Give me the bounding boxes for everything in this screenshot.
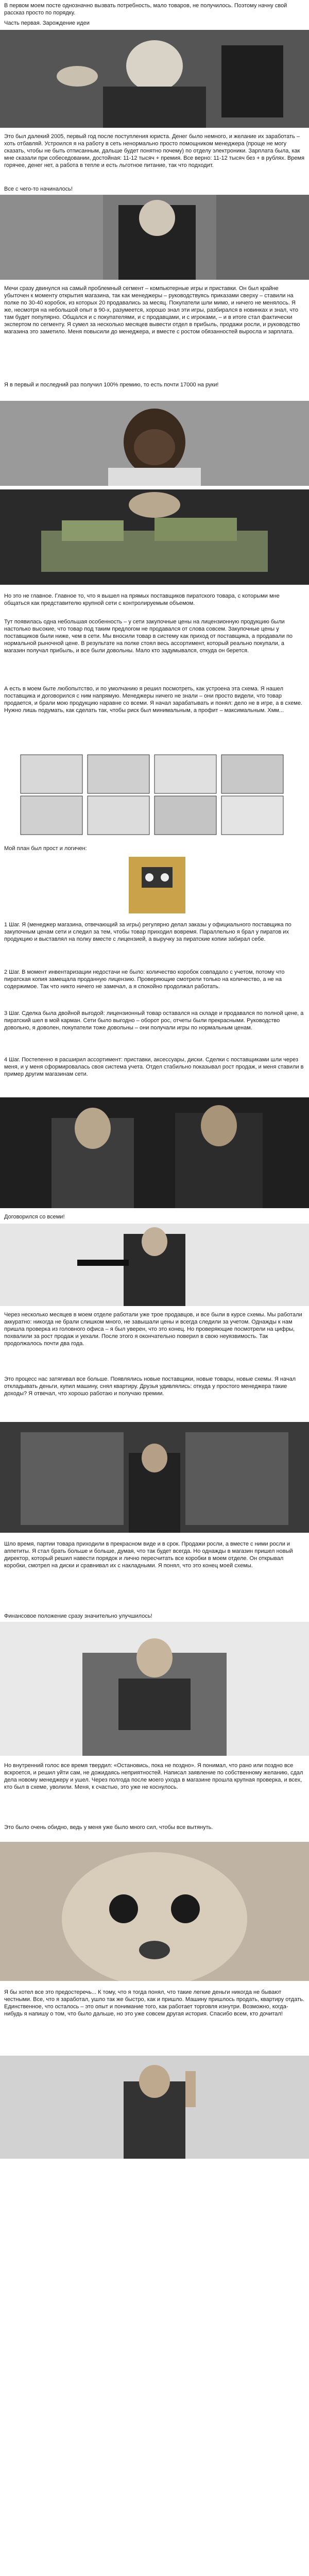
paragraph-games-segment: Мечи сразу двинулся на самый проблемный сегмент – компьютерные игры и приставки. Он был крайне убыточен к моменту открытия магазина, так как менеджеры – руководствуясь приказами сверху – ставили на полке по 30-40 коробок, из которых 20 продавались за месяц. Покупатели шли мимо, и ничего не менялось. Я же, несмотря на небольшой опыт в 90-х, разумеется, хорошо знал эти игры, разбирался в новинках и знал, что там будет популярно. Общался и с покупателями, и с продавцами, и с игроками, – и в итоге стал фактически экспертом по сегменту. Я сумел за несколько месяцев вывести отдел в прибыль, продажи росли, и руководство магазина это заметило. Меня повысили до менеджера, и вместе с ростом обязанностей выросла и зарплата. [4,285,302,335]
paragraph-team: Через несколько месяцев в моем отделе работали уже трое продавцов, и все были в курсе схемы. Мы работали аккуратно: никогда не брали слишком много, не завышали цены и всегда следили за учетом. Однажды к нам пришла проверка из головного офиса – я был уверен, что это конец. Но проверяющие посмотрели на цифры, похвалили за рост продаж и уехали. После этого я окончательно поверил в свою неуязвимость. Так продолжалось почти два года. [4,1312,304,1347]
photo-shopping-aisle [0,1422,309,1533]
photo-man-on-couch [0,1622,309,1756]
paragraph-intro: В первом моем посте однозначно вызвать потребность, мало товаров, не получилось. Поэтому начну свой рассказ просто по порядку. [4,3,289,16]
caption-agreed: Договорился со всеми! [4,1214,65,1220]
photo-man-in-suit [0,195,309,280]
photo-man-with-gun [0,1224,309,1306]
paragraph-step-3: 3 Шаг. Сделка была двойной выгодой: лицензионный товар оставался на складе и продавался по полной цене, а пиратский шел в мой карман. Сети было выгодно – оборот рос, отчеты были прекрасными. Руководство довольно, я доволен, покупатели тоже довольны – они получали игры по нормальным ценам. [4,1010,305,1031]
photo-robot-figure [0,854,309,916]
paragraph-prices: Тут появилась одна небольшая особенность – у сети закупочные цены на лицензионную продукцию были настолько высокие, что товар под таким предлогом не продавался от слова совсем. Закупочные цены у поставщиков были ниже, чем в сети. Мы вносили товар в систему как приход от поставщика, а продавали по нормальной рыночной цене. В результате на полке стоял весь ассортимент, который реально покупали, а магазин получал прибыль, и все были довольны. Мало кто задумывался, откуда он берется. [4,619,295,654]
paragraph-conclusion: Я бы хотел все это предостеречь... К тому, что я тогда понял, что такие легкие деньги никогда не бывают честными. Все, что я заработал, ушло так же быстро, как и пришло. Машину пришлось продать, квартиру отдать. Единственное, что осталось – это опыт и понимание того, как работает торговля изнутри. Возможно, когда-нибудь я напишу о том, что было дальше, но это уже совсем другая история. Спасибо всем, кто дочитал! [4,1989,306,2017]
paragraph-step-2: 2 Шаг. В момент инвентаризации недостачи не было: количество коробок совпадало с учетом, потому что пиратская копия замещала проданную лицензию. Проверяющие смотрели только на количество, а не на содержимое. Так что никто ничего не замечал, а я спокойно продолжал работать. [4,969,286,990]
paragraph-scheme-idea: А есть в моем быте любопытство, и по умолчанию я решил посмотреть, как устроена эта схема. Я нашел поставщика и договорился с ним напрямую. Менеджеры ничего не знали – они просто видели, что товар продается, и брали мою продукцию наравне со всеми. Я начал зарабатывать и понял: дело не в игре, а в схеме. Нужно лишь подумать, как сделать так, чтобы риск был минимальным, а профит – максимальным. Хмм... [4,686,304,714]
photo-sad-dog [0,1842,309,1981]
paragraph-bonus: Я в первый и последний раз получил 100% премию, то есть почти 17000 на руки! [4,382,219,388]
photo-man-waving [0,2056,309,2159]
photo-old-man-gesture [0,30,309,128]
photo-counting-money [0,489,309,585]
section-heading: Часть первая. Зарождение идеи [4,20,90,26]
photo-men-talking [0,1097,309,1208]
photo-comic-strip [0,752,309,837]
paragraph-step-4: 4 Шаг. Постепенно я расширил ассортимент: приставки, аксессуары, диски. Сделки с поставщиками шли через меня, и у меня сформировалась своя система учета. Отдел стабильно показывал рост продаж, и меня ставили в пример другим магазинам сети. [4,1057,305,1077]
paragraph-suppliers: Но это не главное. Главное то, что я вышел на прямых поставщиков пиратского товара, с которыми мне общаться как представителю крупной сети с контролируемым объемом. [4,593,281,606]
paragraph-quit: Но внутренний голос все время твердил: «Остановись, пока не поздно». Я понимал, что рано или поздно все вскроется, и решил уйти сам, не дожидаясь неприятностей. Написал заявление по собственному желанию, сдал дела новому менеджеру и ушел. Через полгода после моего ухода в магазине прошла крупная проверка, и всех, кто был в схеме, уволили. Меня, к счастью, это уже не коснулось. [4,1762,305,1790]
paragraph-regret: Это было очень обидно, ведь у меня уже было много сил, чтобы все вытянуть. [4,1824,213,1831]
photo-laughing-man [0,401,309,486]
paragraph-story-start: Это был далекий 2005, первый год после поступления юриста. Денег было немного, и желание их заработать – хоть отбавляй. Устроился я на работу в сеть ненормально просто помощником менеджера (проще не могу сказать, чтобы не быть отписанным, дальше будет понятно почему) по отделу электроники. Зарплата была, как мне сказали при собеседовании, достойная: 11-12 тысяч + премия. Все верно: 11-12 тысяч без + в рублях. Время горячее, денег нет, а работа в тепле и есть льготное питание, так что подходит. [4,133,306,168]
paragraph-inspection: Шло время, партии товара приходили в прекрасном виде и в срок. Продажи росли, а вместе с ними росли и аппетиты. Я стал брать больше и больше, думая, что так будет всегда. Но однажды в магазин пришел новый директор, который решил навести порядок и лично пересчитать все коробки в моем отделе. Он открывал коробки, смотрел на диски и сравнивал их с накладными. Я понял, что это конец моей схемы. [4,1541,295,1569]
paragraph-step-1: 1 Шаг. Я (менеджер магазина, отвечающий за игры) регулярно делал заказы у официального поставщика по закупочным ценам сети и следил за тем, чтобы товар приходил вовремя. Параллельно я брал у пиратов их продукцию и выставлял на полку вместе с лицензией, а выручку за пиратские копии забирал себе. [4,922,293,942]
paragraph-growth: Это процесс нас затягивал все больше. Появлялись новые поставщики, новые товары, новые схемы. Я начал откладывать деньги, купил машину, снял квартиру. Друзья удивлялись: откуда у простого менеджера такие доходы? Я отвечал, что хорошо работаю и получаю премии. [4,1376,298,1397]
caption-beginning: Все с чего-то начиналось! [4,186,73,192]
paragraph-plan: Мой план был прост и логичен: [4,845,87,852]
caption-finance: Финансовое положение сразу значительно улучшилось! [4,1613,152,1619]
